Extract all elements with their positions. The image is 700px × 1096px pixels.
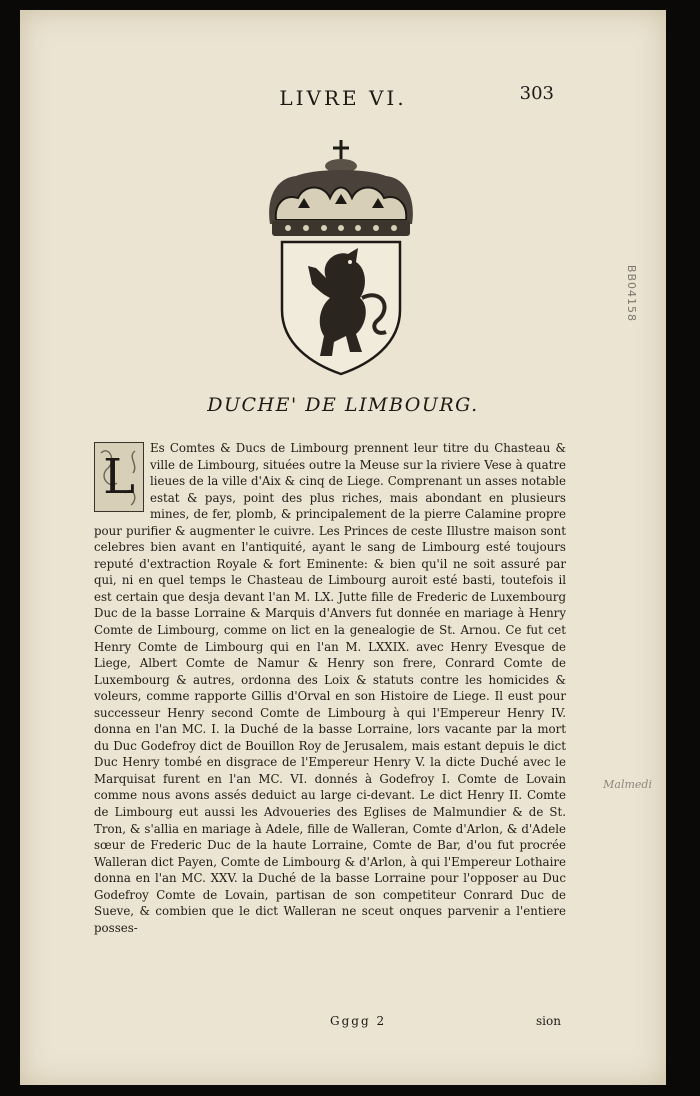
paragraph-text: & ville de Limbourg, situées outre la Meuse sur la riviere Vese à quatre lieues de la ville d'Aix & cinq de Liege. Comprenant un asses notable estat & pays, point des plus riches, mais abondant en plusieurs mines, de fer, plomb, & principalement de la pierre Calamine propre pour purifier & augmenter le cuivre. Les Princes de ceste Illustre maison sont celebres bien avant en l'antiquité, ayant le sang de Limbourg esté toujours reputé d'extraction Royale & fort Eminente: & bien qu'il ne soit assuré par qui, ni en quel temps le Chasteau de Limbourg auroit esté basti, toutefois il est certain que desja devant l'an M. LX. Jutte fille de Frederic de Luxembourg Duc de la basse Lorraine & Marquis d'Anvers fut donnée en mariage à Henry Comte de Limbourg, comme on lict en la genealogie de St. Arnou. Ce fut cet Henry Comte de Limbourg qui en l'an M. LXXIX. avec Henry Evesque de Liege, Albert Comte de Namur & Henry son frere, Conrard Comte de Luxembourg & autres, ordonna des Loix & statuts contre les homicides & voleurs, comme rapporte Gillis d'Orval en son Histoire de Liege. Il eust pour successeur Henry second Comte de Limbourg à qui l'Empereur Henry IV. donna en l'an MC. I. la Duché de la basse Lorraine, lors vacante par la mort du Duc Godefroy dict de Bouillon Roy de Jerusalem, mais estant depuis le dict Duc Henry tombé en disgrace de l'Empereur Henry V. la dicte Duché avec le Marquisat furent en l'an MC. VI. donnés à Godefroy I. Comte de Lovain comme nous avons assés deduict au large ci-devant. Le dict Henry II. Comte de Limbourg eut aussi les Advoueries des Eglises de Malmundier & de St. Tron, & s'allia en mariage à Adele, fille de Walleran, Comte d'Arlon, & d'Adele sœur de Frederic Duc de la haute Lorraine, Comte de Bar, d'ou fut procrée Walleran dict Payen, Comte de Limbourg & d'Arlon, à qui l'Empereur Lothaire donna en l'an MC. XXV. la Duché de la basse Lorraine pour l'opposer au Duc Godefroy Comte de Lovain, partisan de son competiteur Conrard Duc de Sueve, & combien que le dict Walleran ne sceut onques parvenir a l'entiere posses-: [94, 441, 567, 935]
section-heading: DUCHE' DE LIMBOURG.: [207, 394, 479, 416]
running-head: LIVRE VI.: [279, 86, 407, 110]
page-number: 303: [519, 83, 554, 104]
catchword: sion: [536, 1014, 561, 1028]
book-page: [20, 10, 666, 1085]
decorated-initial-icon: [94, 442, 144, 512]
drop-cap-letter: L: [103, 449, 135, 505]
pencil-margin-note: Malmedi: [603, 778, 652, 791]
body-text: [94, 440, 566, 936]
signature-mark: Gggg 2: [330, 1014, 387, 1028]
ducal-crown-icon: [269, 140, 413, 236]
coat-of-arms: [246, 138, 436, 380]
lion-rampant-shield-icon: [282, 242, 400, 374]
first-line-text: Es Comtes & Ducs de Limbourg prennent leur titre du Chasteau: [150, 441, 551, 455]
pencil-reference: BB04158: [625, 264, 638, 322]
